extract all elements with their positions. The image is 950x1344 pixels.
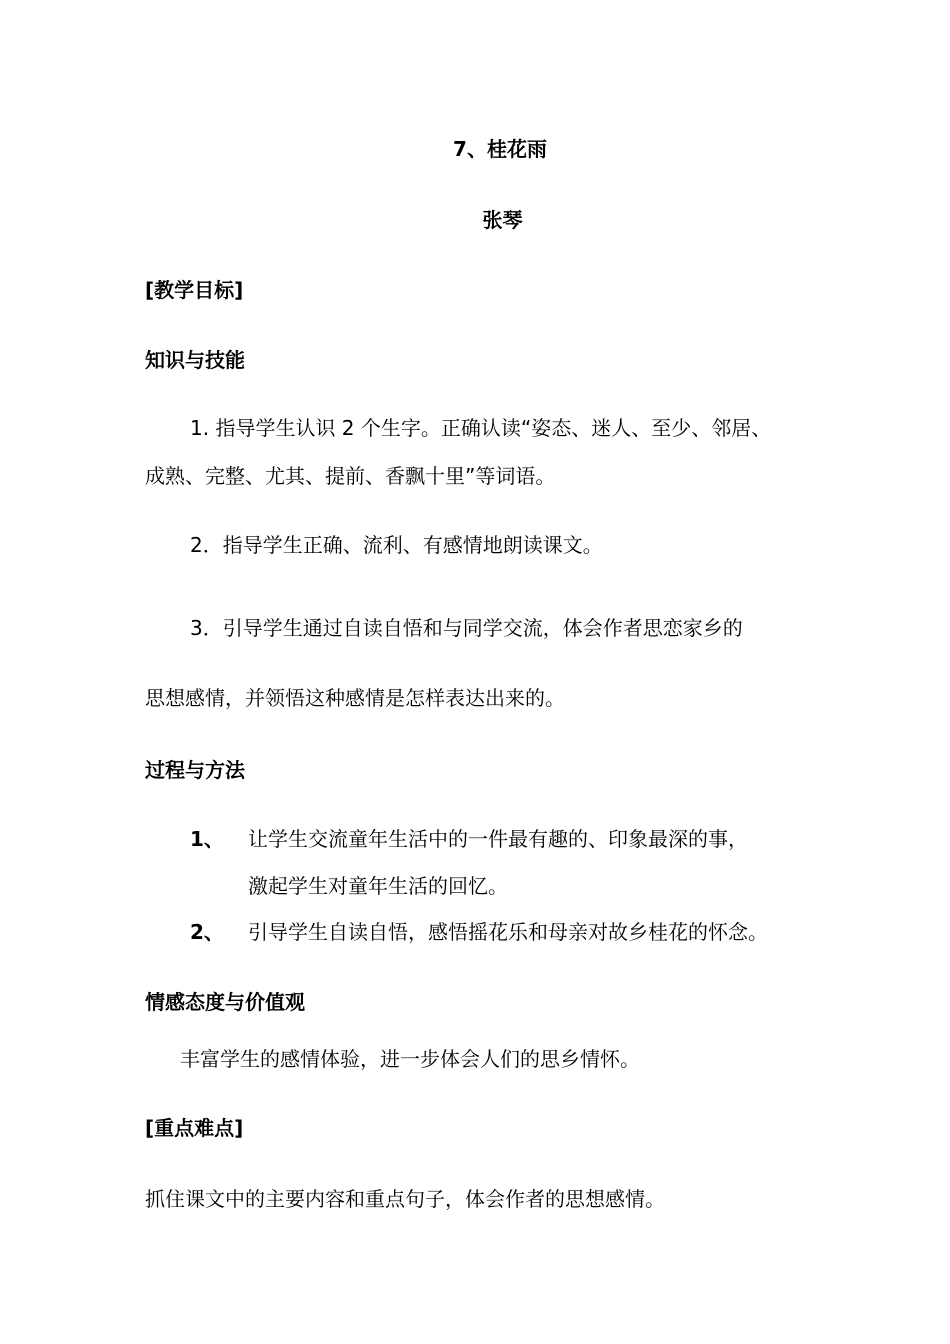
knowledge-item-1-line-1: 1. 指导学生认识 2 个生字。正确认读“姿态、迷人、至少、邻居、 bbox=[190, 416, 772, 440]
key-text: 抓住课文中的主要内容和重点句子，体会作者的思想感情。 bbox=[145, 1187, 665, 1211]
goals-heading: [教学目标] bbox=[145, 278, 244, 302]
emotion-heading: 情感态度与价值观 bbox=[145, 990, 305, 1014]
knowledge-heading: 知识与技能 bbox=[145, 348, 245, 372]
process-item-1-line-1: 让学生交流童年生活中的一件最有趣的、印象最深的事， bbox=[248, 827, 748, 851]
knowledge-item-1-line-2: 成熟、完整、尤其、提前、香飘十里”等词语。 bbox=[145, 464, 556, 488]
process-item-1-line-2: 激起学生对童年生活的回忆。 bbox=[248, 874, 508, 898]
process-item-2-number: 2、 bbox=[190, 920, 224, 944]
process-item-1-number: 1、 bbox=[190, 827, 224, 851]
doc-author: 张琴 bbox=[482, 208, 523, 232]
knowledge-item-2: 2．指导学生正确、流利、有感情地朗读课文。 bbox=[190, 533, 603, 557]
knowledge-item-3-line-1: 3．引导学生通过自读自悟和与同学交流，体会作者思恋家乡的 bbox=[190, 616, 743, 640]
knowledge-item-3-line-2: 思想感情，并领悟这种感情是怎样表达出来的。 bbox=[145, 686, 565, 710]
emotion-text: 丰富学生的感情体验，进一步体会人们的思乡情怀。 bbox=[180, 1047, 640, 1071]
doc-title: 7、桂花雨 bbox=[453, 137, 547, 161]
process-heading: 过程与方法 bbox=[145, 758, 245, 782]
key-heading: [重点难点] bbox=[145, 1116, 244, 1140]
process-item-2-line-1: 引导学生自读自悟，感悟摇花乐和母亲对故乡桂花的怀念。 bbox=[248, 920, 768, 944]
